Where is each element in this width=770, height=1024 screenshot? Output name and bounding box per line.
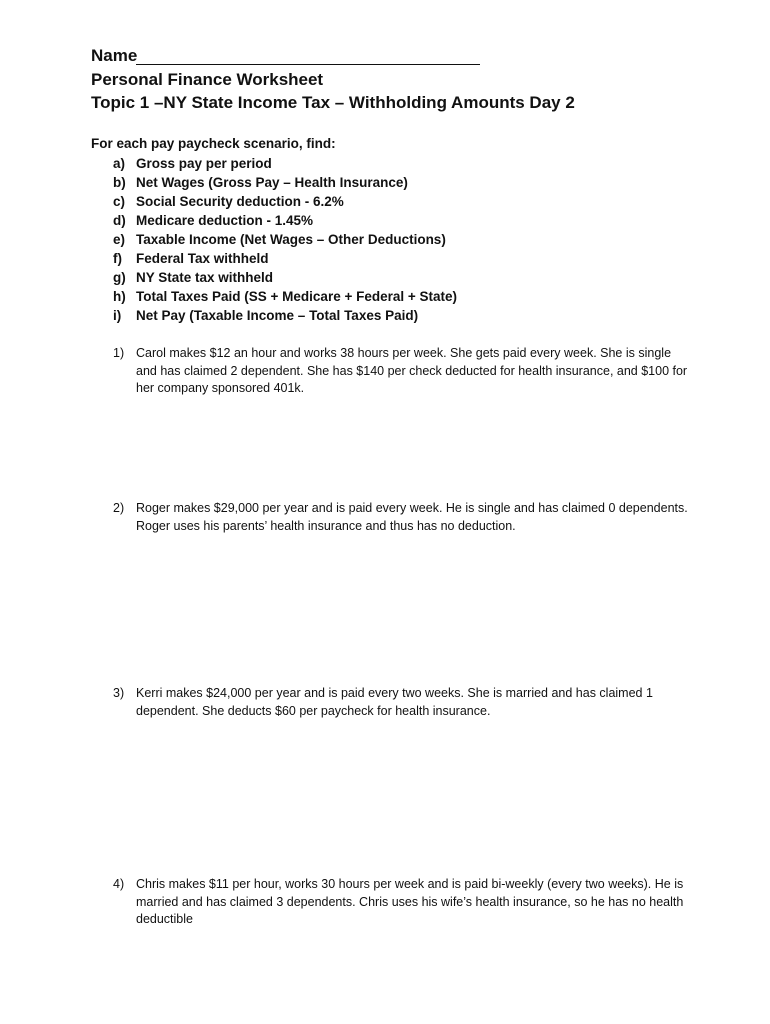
list-item-text: NY State tax withheld [136,270,274,285]
list-marker: c) [113,194,126,209]
list-item-text: Federal Tax withheld [136,251,269,266]
problem-text: Chris makes $11 per hour, works 30 hours per week and is paid bi-weekly (every two weeks). He is married and has claimed 3 dependents. Chris uses his wife’s health insurance, so he has no health deductible [136,877,684,926]
list-item-text: Total Taxes Paid (SS + Medicare + Federal + State) [136,289,458,304]
list-marker: d) [113,213,126,228]
worksheet-topic: Topic 1 –NY State Income Tax – Withholding Amounts Day 2 [91,93,575,112]
list-marker: i) [113,308,122,323]
problem-number: 3) [113,686,125,700]
name-label: Name [91,46,138,65]
list-marker: a) [113,156,126,171]
name-field-row [91,46,491,70]
list-item-text: Medicare deduction - 1.45% [136,213,314,228]
list-item-text: Net Pay (Taxable Income – Total Taxes Paid) [136,308,419,323]
problem-text: Kerri makes $24,000 per year and is paid every two weeks. She is married and has claimed 1 dependent. She deducts $60 per paycheck for health insurance. [136,686,653,718]
problem-number: 1) [113,346,125,360]
worksheet-title: Personal Finance Worksheet [91,70,324,89]
problem-number: 2) [113,501,125,515]
list-item-text: Social Security deduction - 6.2% [136,194,344,209]
name-blank-line[interactable] [136,64,480,65]
list-marker: h) [113,289,126,304]
instructions-intro: For each pay paycheck scenario, find: [91,136,336,151]
list-item-text: Net Wages (Gross Pay – Health Insurance) [136,175,408,190]
list-marker: g) [113,270,126,285]
list-marker: e) [113,232,126,247]
problem-text: Carol makes $12 an hour and works 38 hours per week. She gets paid every week. She is single and has claimed 2 dependent. She has $140 per check deducted for health insurance, and $100 for her company sponsored 401k. [136,346,688,395]
list-marker: b) [113,175,126,190]
problem-number: 4) [113,877,125,891]
list-item-text: Taxable Income (Net Wages – Other Deductions) [136,232,446,247]
list-item-text: Gross pay per period [136,156,272,171]
problem-text: Roger makes $29,000 per year and is paid every week. He is single and has claimed 0 dependents. Roger uses his parents’ health insurance and thus has no deduction. [136,501,688,533]
list-marker: f) [113,251,122,266]
